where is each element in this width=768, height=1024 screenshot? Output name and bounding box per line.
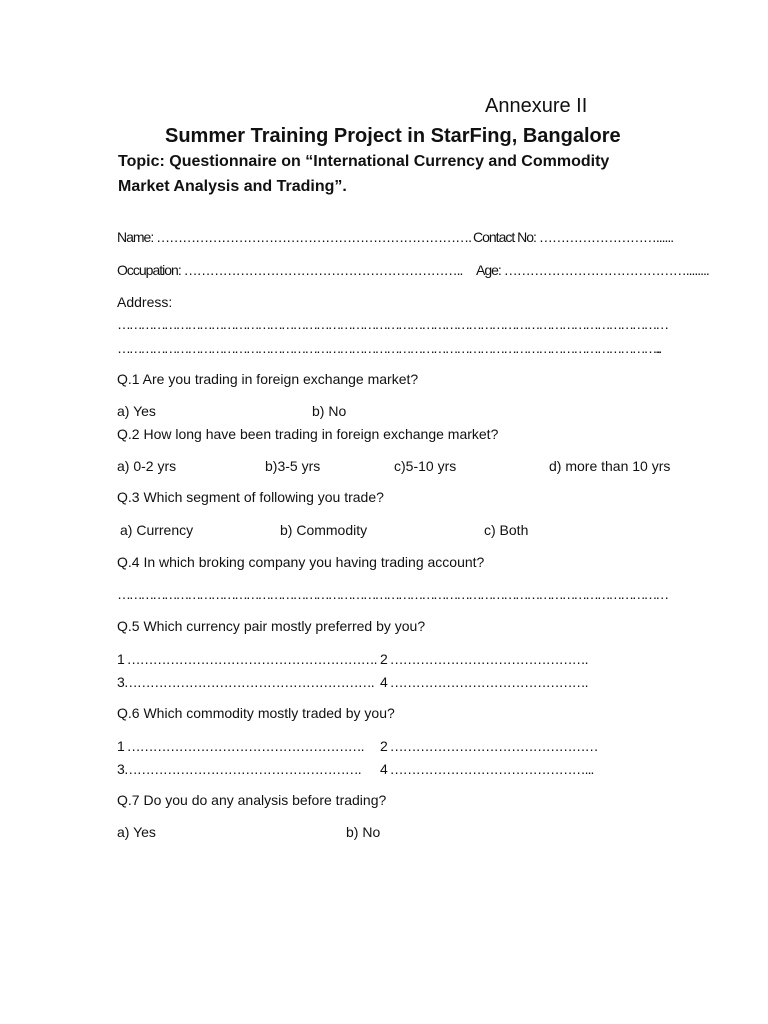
question-3: Q.3 Which segment of following you trade? bbox=[117, 489, 384, 505]
q4-answer-line: …………………………………………………………………………………………………………………………… bbox=[117, 586, 667, 602]
address-line-2: …………………………………………………………………………………………………………………………... bbox=[117, 340, 660, 356]
address-label: Address: bbox=[117, 294, 173, 310]
contact-field: Contact No: ………………………...... bbox=[473, 229, 674, 245]
question-5: Q.5 Which currency pair mostly preferred by you? bbox=[117, 618, 426, 634]
question-4: Q.4 In which broking company you having trading account? bbox=[117, 554, 485, 570]
age-field: Age: ……………………………………........ bbox=[476, 262, 709, 278]
q6-option-2: 2 ………………………………………… bbox=[380, 738, 598, 754]
question-7: Q.7 Do you do any analysis before trading? bbox=[117, 792, 387, 808]
question-1: Q.1 Are you trading in foreign exchange market? bbox=[117, 371, 419, 387]
topic-line-2: Market Analysis and Trading”. bbox=[118, 178, 347, 195]
q3-option-a: a) Currency bbox=[120, 522, 194, 538]
q3-option-c: c) Both bbox=[484, 522, 529, 538]
annexure-label: Annexure II bbox=[485, 95, 588, 117]
q6-option-3: 3………………………………………………. bbox=[117, 761, 361, 777]
q6-option-4: 4 ………………………………………... bbox=[380, 761, 594, 777]
occupation-field: Occupation: ……………………………………………………….. bbox=[117, 262, 463, 278]
q5-option-2: 2 ………………………………………. bbox=[380, 651, 588, 667]
q5-option-1: 1 …………………………………………………. bbox=[117, 651, 377, 667]
q5-option-4: 4 ………………………………………. bbox=[380, 674, 588, 690]
name-field: Name: ………………………………………………………………. bbox=[117, 229, 472, 245]
q2-option-c: c)5-10 yrs bbox=[394, 458, 457, 474]
address-line-1: …………………………………………………………………………………………………………………………… bbox=[117, 316, 667, 332]
question-2: Q.2 How long have been trading in foreign exchange market? bbox=[117, 426, 499, 442]
q1-option-a: a) Yes bbox=[117, 403, 156, 419]
topic-line-1: Topic: Questionnaire on “International Currency and Commodity bbox=[118, 153, 610, 170]
q5-option-3: 3…………………………………………………. bbox=[117, 674, 374, 690]
q2-option-a: a) 0-2 yrs bbox=[117, 458, 177, 474]
q6-option-1: 1 ………………………………………………. bbox=[117, 738, 364, 754]
question-6: Q.6 Which commodity mostly traded by you? bbox=[117, 705, 395, 721]
q7-option-b: b) No bbox=[346, 824, 381, 840]
q1-option-b: b) No bbox=[312, 403, 347, 419]
q7-option-a: a) Yes bbox=[117, 824, 156, 840]
q2-option-d: d) more than 10 yrs bbox=[549, 458, 671, 474]
page-title: Summer Training Project in StarFing, Bangalore bbox=[165, 125, 621, 147]
q2-option-b: b)3-5 yrs bbox=[265, 458, 321, 474]
q3-option-b: b) Commodity bbox=[280, 522, 368, 538]
